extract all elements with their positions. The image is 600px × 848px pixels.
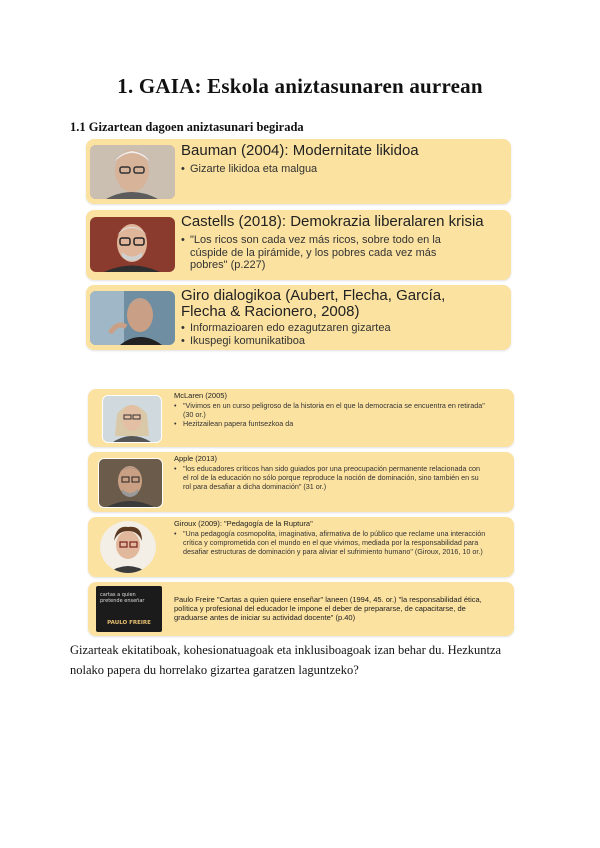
section-subtitle: 1.1 Gizartean dagoen aniztasunari begirada (70, 120, 304, 134)
card-bullets (174, 401, 485, 428)
bullet-item: • "los educadores críticos han sido guiados por una preocupación permanente relacionada con el rol de la educación no sólo porque reproduce la noción de dominación, sino también en su rol para desafiar a dicha dominación" (31 or.) (174, 464, 480, 491)
card-apple (88, 452, 514, 512)
portrait-photo (90, 217, 175, 272)
bullet-item: • Hezitzailean papera funtsezkoa da (174, 419, 485, 428)
book-cover-text: cartas a quien pretende enseñar (100, 592, 145, 604)
portrait-photo (102, 395, 162, 443)
page-title: 1. GAIA: Eskola aniztasunaren aurrean (117, 74, 483, 98)
card-giro-dialogikoa (86, 285, 511, 350)
portrait-photo (90, 145, 175, 199)
card-mclaren (88, 389, 514, 447)
portrait-photo (100, 521, 156, 573)
portrait-photo (90, 291, 175, 345)
bullet-item: • "Los ricos son cada vez más ricos, sobre todo en la cúspide de la pirámide, y los pobres cada vez más pobres" (p.227) (181, 234, 441, 272)
card-heading: Paulo Freire "Cartas a quien quiere enseñar" laneen (1994, 45. or.) "la responsabilidad ética, política y profesional del educador le impone el deber de prepararse, de capacitarse, de graduarse antes de iniciar su actividad docente" (p.40) (174, 595, 482, 622)
card-heading: Giroux (2009): "Pedagogía de la Ruptura" (174, 519, 313, 528)
card-freire (88, 582, 514, 636)
card-bullets (181, 234, 441, 272)
bullet-item: • "Vivimos en un curso peligroso de la historia en el que la democracia se encuentra en retirada" (30 or.) (174, 401, 485, 419)
bullet-item: • "Una pedagogía cosmopolita, imaginativa, afirmativa de lo público que reclame una interacción crítica y comprometida con el mundo en el que vivimos, mediada por la responsabilidad para desafiar estructuras de dominación y para aliviar el sufrimiento humano" (Giroux, 2016, 10 or.) (174, 529, 485, 556)
card-bauman (86, 139, 511, 204)
card-heading: Apple (2013) (174, 454, 217, 463)
bullet-item: • Informazioaren edo ezagutzaren gizartea (181, 322, 391, 335)
bullet-item: • Gizarte likidoa eta malgua (181, 163, 317, 176)
card-bullets (174, 464, 480, 491)
card-heading: Bauman (2004): Modernitate likidoa (181, 142, 419, 159)
card-heading: Giro dialogikoa (Aubert, Flecha, García, Flecha & Racionero, 2008) (181, 287, 446, 320)
card-bullets (181, 163, 317, 176)
book-cover-author: PAULO FREIRE (107, 620, 151, 626)
book-cover-image (96, 586, 162, 632)
card-giroux (88, 517, 514, 577)
card-bullets (174, 529, 485, 556)
card-heading: Castells (2018): Demokrazia liberalaren krisia (181, 213, 484, 230)
card-bullets (181, 322, 391, 347)
bullet-item: • Ikuspegi komunikatiboa (181, 335, 391, 348)
body-paragraph: Gizarteak ekitatiboak, kohesionatuagoak eta inklusiboagoak izan behar du. Hezkuntza nolako papera du horrelako gizartea garatzen laguntzeko? (70, 643, 502, 677)
card-castells (86, 210, 511, 280)
card-heading: McLaren (2005) (174, 391, 227, 400)
portrait-photo (98, 458, 163, 508)
